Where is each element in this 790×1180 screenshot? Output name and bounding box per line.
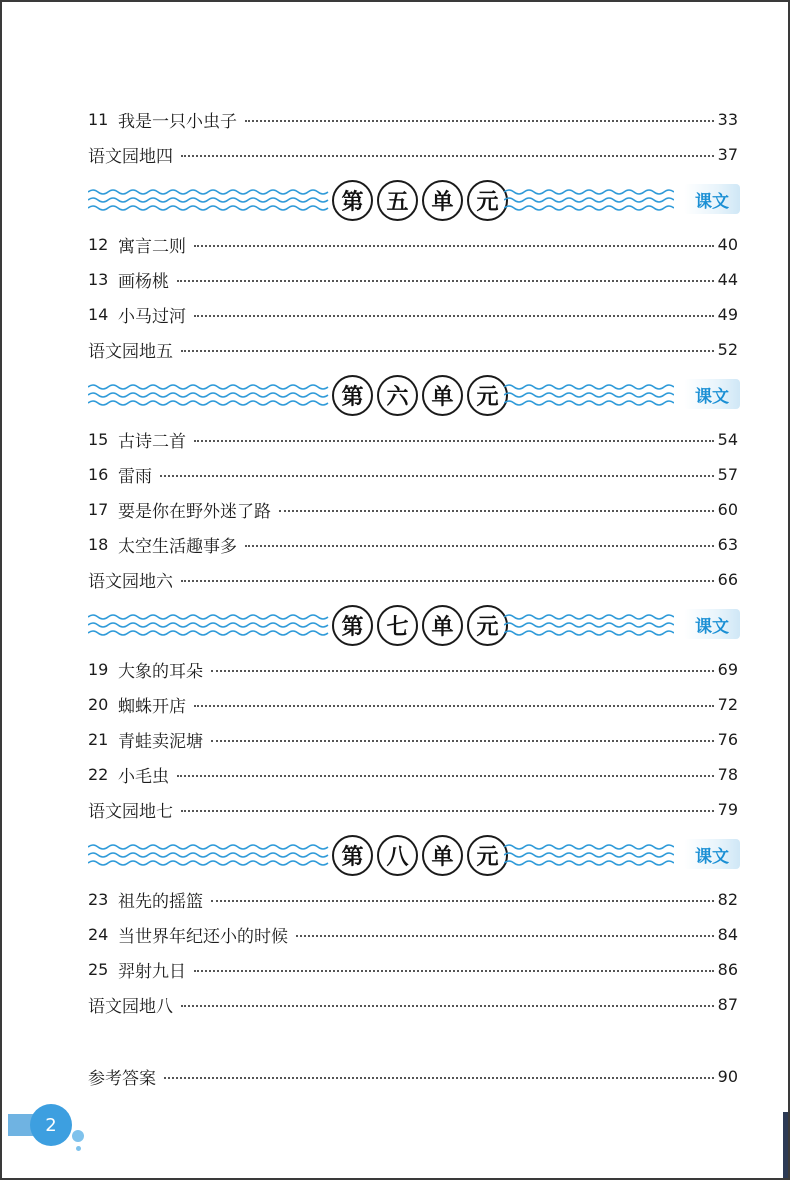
entry-title: 语文园地六 [88, 571, 173, 592]
unit-char: 元 [467, 835, 508, 876]
entry-page: 84 [717, 924, 738, 944]
leader-dots [164, 1077, 714, 1079]
entry-page: 86 [717, 959, 738, 979]
toc-entry[interactable] [88, 920, 738, 948]
unit-title [332, 835, 508, 876]
entry-title: 羿射九日 [118, 961, 186, 982]
wave-decoration [88, 381, 332, 409]
entry-page: 49 [717, 304, 738, 324]
toc-entry[interactable] [88, 795, 738, 823]
wave-decoration [88, 186, 332, 214]
toc-entry[interactable] [88, 565, 738, 593]
entry-title: 语文园地四 [88, 146, 173, 167]
unit-header-5 [88, 178, 748, 222]
entry-page: 72 [717, 694, 738, 714]
entry-title: 祖先的摇篮 [118, 891, 203, 912]
toc-entry[interactable] [88, 760, 738, 788]
unit-tag: 课文 [684, 839, 740, 869]
entry-number: 11 [88, 109, 109, 129]
toc-entry[interactable] [88, 425, 738, 453]
toc-entry[interactable] [88, 335, 738, 363]
entry-page: 37 [717, 144, 738, 164]
toc-entry-answers[interactable] [88, 1062, 738, 1090]
entry-title: 语文园地七 [88, 801, 173, 822]
entry-number: 22 [88, 764, 109, 784]
wave-decoration [88, 611, 332, 639]
unit-tag: 课文 [684, 609, 740, 639]
entry-page: 69 [717, 659, 738, 679]
unit-title [332, 605, 508, 646]
unit-char: 六 [377, 375, 418, 416]
entry-page: 90 [717, 1066, 738, 1086]
entry-title: 大象的耳朵 [118, 661, 203, 682]
leader-dots [160, 475, 714, 477]
entry-title: 古诗二首 [118, 431, 186, 452]
toc-entry[interactable] [88, 230, 738, 258]
leader-dots [211, 740, 714, 742]
page-number: 2 [30, 1104, 72, 1146]
entry-title: 小毛虫 [118, 766, 169, 787]
wave-decoration [88, 841, 332, 869]
unit-tag: 课文 [684, 379, 740, 409]
entry-title: 太空生活趣事多 [118, 536, 237, 557]
unit-char: 五 [377, 180, 418, 221]
entry-page: 66 [717, 569, 738, 589]
leader-dots [181, 580, 714, 582]
entry-title: 画杨桃 [118, 271, 169, 292]
entry-title: 当世界年纪还小的时候 [118, 926, 288, 947]
unit-char: 单 [422, 375, 463, 416]
entry-title: 雷雨 [118, 466, 152, 487]
toc-entry[interactable] [88, 655, 738, 683]
leader-dots [245, 545, 714, 547]
unit-header-8 [88, 833, 748, 877]
page-number-badge [8, 1100, 78, 1150]
entry-title: 语文园地五 [88, 341, 173, 362]
toc-entry[interactable] [88, 725, 738, 753]
entry-number: 17 [88, 499, 109, 519]
leader-dots [177, 775, 714, 777]
entry-page: 82 [717, 889, 738, 909]
unit-char: 七 [377, 605, 418, 646]
unit-char: 元 [467, 180, 508, 221]
unit-header-7 [88, 603, 748, 647]
toc-entry[interactable] [88, 300, 738, 328]
leader-dots [296, 935, 714, 937]
unit-char: 元 [467, 605, 508, 646]
toc-entry[interactable] [88, 990, 738, 1018]
entry-number: 12 [88, 234, 109, 254]
leader-dots [194, 245, 714, 247]
unit-char: 第 [332, 180, 373, 221]
entry-page: 63 [717, 534, 738, 554]
entry-number: 24 [88, 924, 109, 944]
entry-page: 57 [717, 464, 738, 484]
entry-title: 寓言二则 [118, 236, 186, 257]
unit-char: 八 [377, 835, 418, 876]
entry-title: 参考答案 [88, 1068, 156, 1089]
entry-number: 19 [88, 659, 109, 679]
unit-title [332, 180, 508, 221]
entry-title: 语文园地八 [88, 996, 173, 1017]
toc-entry[interactable] [88, 530, 738, 558]
leader-dots [181, 810, 714, 812]
entry-number: 15 [88, 429, 109, 449]
entry-title: 我是一只小虫子 [118, 111, 237, 132]
entry-number: 13 [88, 269, 109, 289]
unit-char: 第 [332, 375, 373, 416]
entry-number: 20 [88, 694, 109, 714]
entry-number: 23 [88, 889, 109, 909]
toc-entry[interactable] [88, 955, 738, 983]
leader-dots [211, 670, 714, 672]
entry-page: 87 [717, 994, 738, 1014]
entry-page: 40 [717, 234, 738, 254]
unit-char: 元 [467, 375, 508, 416]
bubble-decoration [72, 1130, 84, 1142]
entry-number: 14 [88, 304, 109, 324]
entry-page: 52 [717, 339, 738, 359]
wave-decoration [504, 186, 674, 214]
leader-dots [177, 280, 714, 282]
entry-number: 18 [88, 534, 109, 554]
entry-title: 青蛙卖泥塘 [118, 731, 203, 752]
entry-number: 25 [88, 959, 109, 979]
wave-decoration [504, 841, 674, 869]
leader-dots [211, 900, 714, 902]
unit-char: 单 [422, 180, 463, 221]
leader-dots [194, 705, 714, 707]
entry-title: 蜘蛛开店 [118, 696, 186, 717]
toc-entry[interactable] [88, 885, 738, 913]
edge-strip [783, 1112, 788, 1178]
unit-tag: 课文 [684, 184, 740, 214]
leader-dots [194, 315, 714, 317]
wave-decoration [504, 611, 674, 639]
leader-dots [181, 155, 714, 157]
unit-title [332, 375, 508, 416]
leader-dots [181, 350, 714, 352]
entry-page: 79 [717, 799, 738, 819]
entry-title: 要是你在野外迷了路 [118, 501, 271, 522]
leader-dots [245, 120, 714, 122]
entry-page: 54 [717, 429, 738, 449]
leader-dots [194, 970, 714, 972]
unit-char: 第 [332, 835, 373, 876]
entry-number: 16 [88, 464, 109, 484]
wave-decoration [504, 381, 674, 409]
entry-page: 33 [717, 109, 738, 129]
unit-char: 第 [332, 605, 373, 646]
leader-dots [181, 1005, 714, 1007]
leader-dots [194, 440, 714, 442]
toc-entry[interactable] [88, 495, 738, 523]
toc-entry[interactable] [88, 140, 738, 168]
toc-entry[interactable] [88, 460, 738, 488]
toc-entry[interactable] [88, 690, 738, 718]
unit-char: 单 [422, 835, 463, 876]
entry-page: 78 [717, 764, 738, 784]
toc-entry[interactable] [88, 265, 738, 293]
entry-number: 21 [88, 729, 109, 749]
entry-title: 小马过河 [118, 306, 186, 327]
entry-page: 76 [717, 729, 738, 749]
toc-entry[interactable] [88, 105, 738, 133]
bubble-decoration [76, 1146, 81, 1151]
entry-page: 60 [717, 499, 738, 519]
unit-char: 单 [422, 605, 463, 646]
unit-header-6 [88, 373, 748, 417]
entry-page: 44 [717, 269, 738, 289]
leader-dots [279, 510, 714, 512]
